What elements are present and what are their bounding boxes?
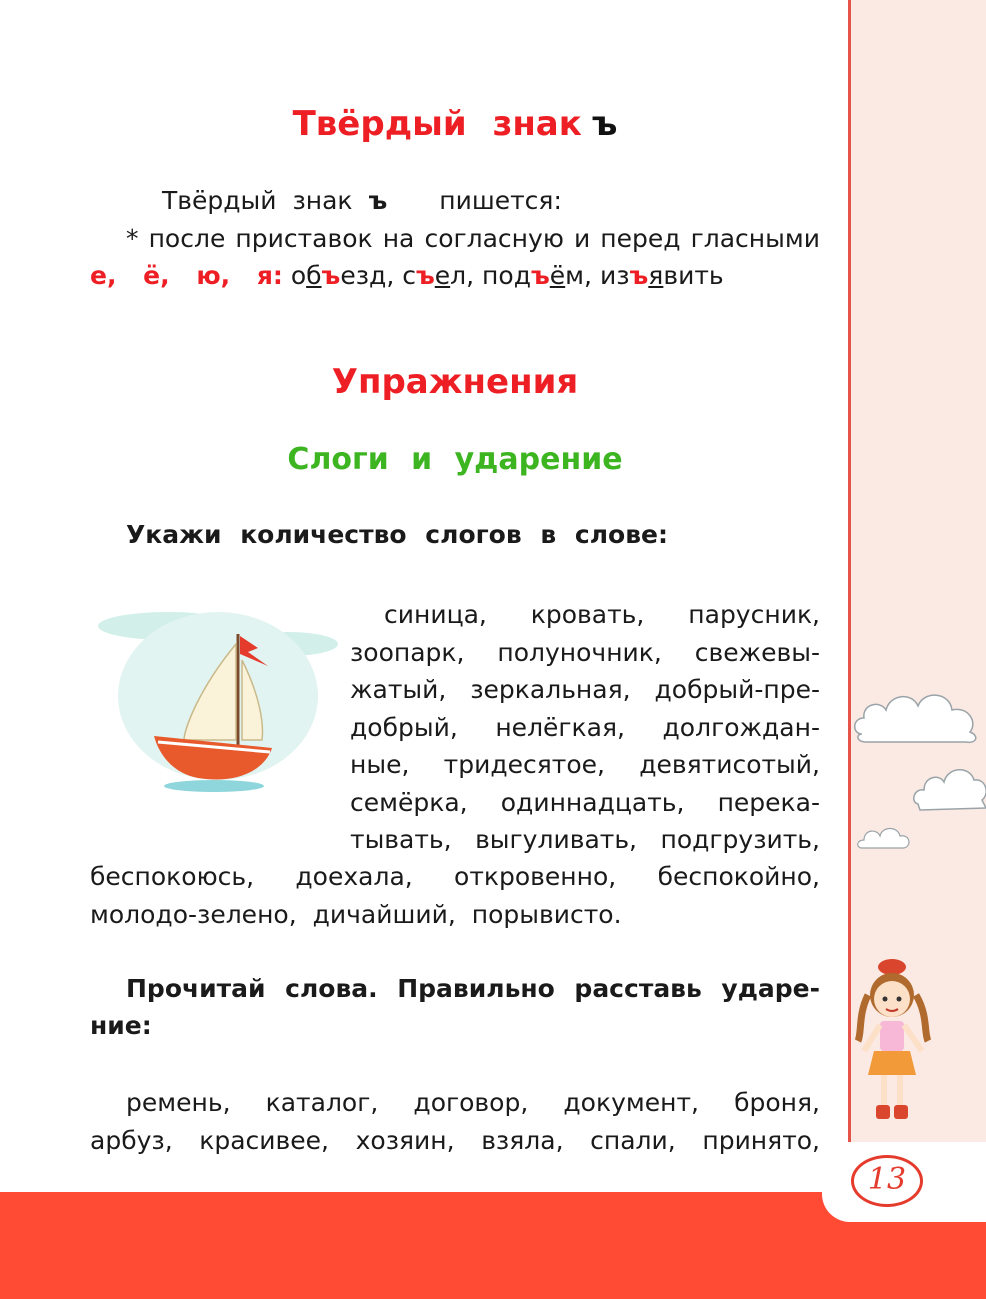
task2-prompt (90, 970, 820, 1044)
example-word: объезд (290, 261, 387, 290)
page-title (90, 104, 820, 144)
title-sign: ъ (591, 104, 618, 144)
rule-intro-text-2: пишется: (439, 186, 562, 215)
task1-prompt: Укажи количество слогов в слове: (126, 520, 668, 549)
rule-intro (90, 182, 820, 219)
sidebar-divider (848, 0, 851, 1150)
word-line: арбуз, красивее, хозяин, взяла, спали, принято, (90, 1125, 820, 1155)
exercises-heading: Упражнения (331, 362, 579, 402)
example-word: подъём (482, 261, 585, 290)
word-line: добрый, нелёгкая, долгождан- (350, 712, 820, 742)
girl-illustration (854, 955, 934, 1130)
task2-prompt-line: Прочитай слова. Правильно расставь ударе- (126, 974, 820, 1003)
task1-word-list-continued (90, 858, 820, 933)
example-word: съел (402, 261, 467, 290)
word-line: молодо-зелено, дичайший, порывисто. (90, 899, 622, 929)
word-line: зоопарк, полуночник, свежевы- (350, 637, 820, 667)
section-heading: Слоги и ударение (287, 442, 623, 477)
sailboat-illustration (88, 600, 338, 810)
cloud-icon (856, 822, 912, 856)
task2-prompt-line: ние: (90, 1011, 152, 1040)
page-number: 13 (851, 1155, 923, 1207)
word-line: тывать, выгуливать, подгрузить, (350, 825, 820, 854)
title-text: Твёрдый знак (292, 104, 582, 144)
example-word: изъявить (599, 261, 724, 290)
word-line: синица, кровать, парусник, (384, 600, 820, 629)
word-line: ные, тридесятое, девятисотый, (350, 750, 820, 779)
rule-body: * после приставок на согласную и перед гласными е, ё, ю, я: объезд, съел, подъём, изъявить (90, 224, 820, 290)
word-line: жатый, зеркальная, добрый-пре- (350, 675, 820, 704)
task1-word-list (350, 596, 820, 859)
cloud-icon (852, 682, 986, 748)
task2-word-list (90, 1084, 820, 1159)
word-line: ремень, каталог, договор, документ, броня, (126, 1088, 820, 1117)
rule-bullet-text: * после приставок на согласную и перед гласными (126, 224, 820, 253)
word-line: беспокоюсь, доехала, откровенно, беспокойно, (90, 862, 820, 891)
word-line: семёрка, одиннадцать, перека- (350, 787, 820, 817)
cloud-icon (912, 758, 986, 816)
rule-colon: : (272, 261, 283, 290)
rule-intro-text: Твёрдый знак (162, 186, 353, 215)
rule-sign: ъ (368, 186, 388, 215)
rule-vowels: е, ё, ю, я (90, 261, 273, 290)
